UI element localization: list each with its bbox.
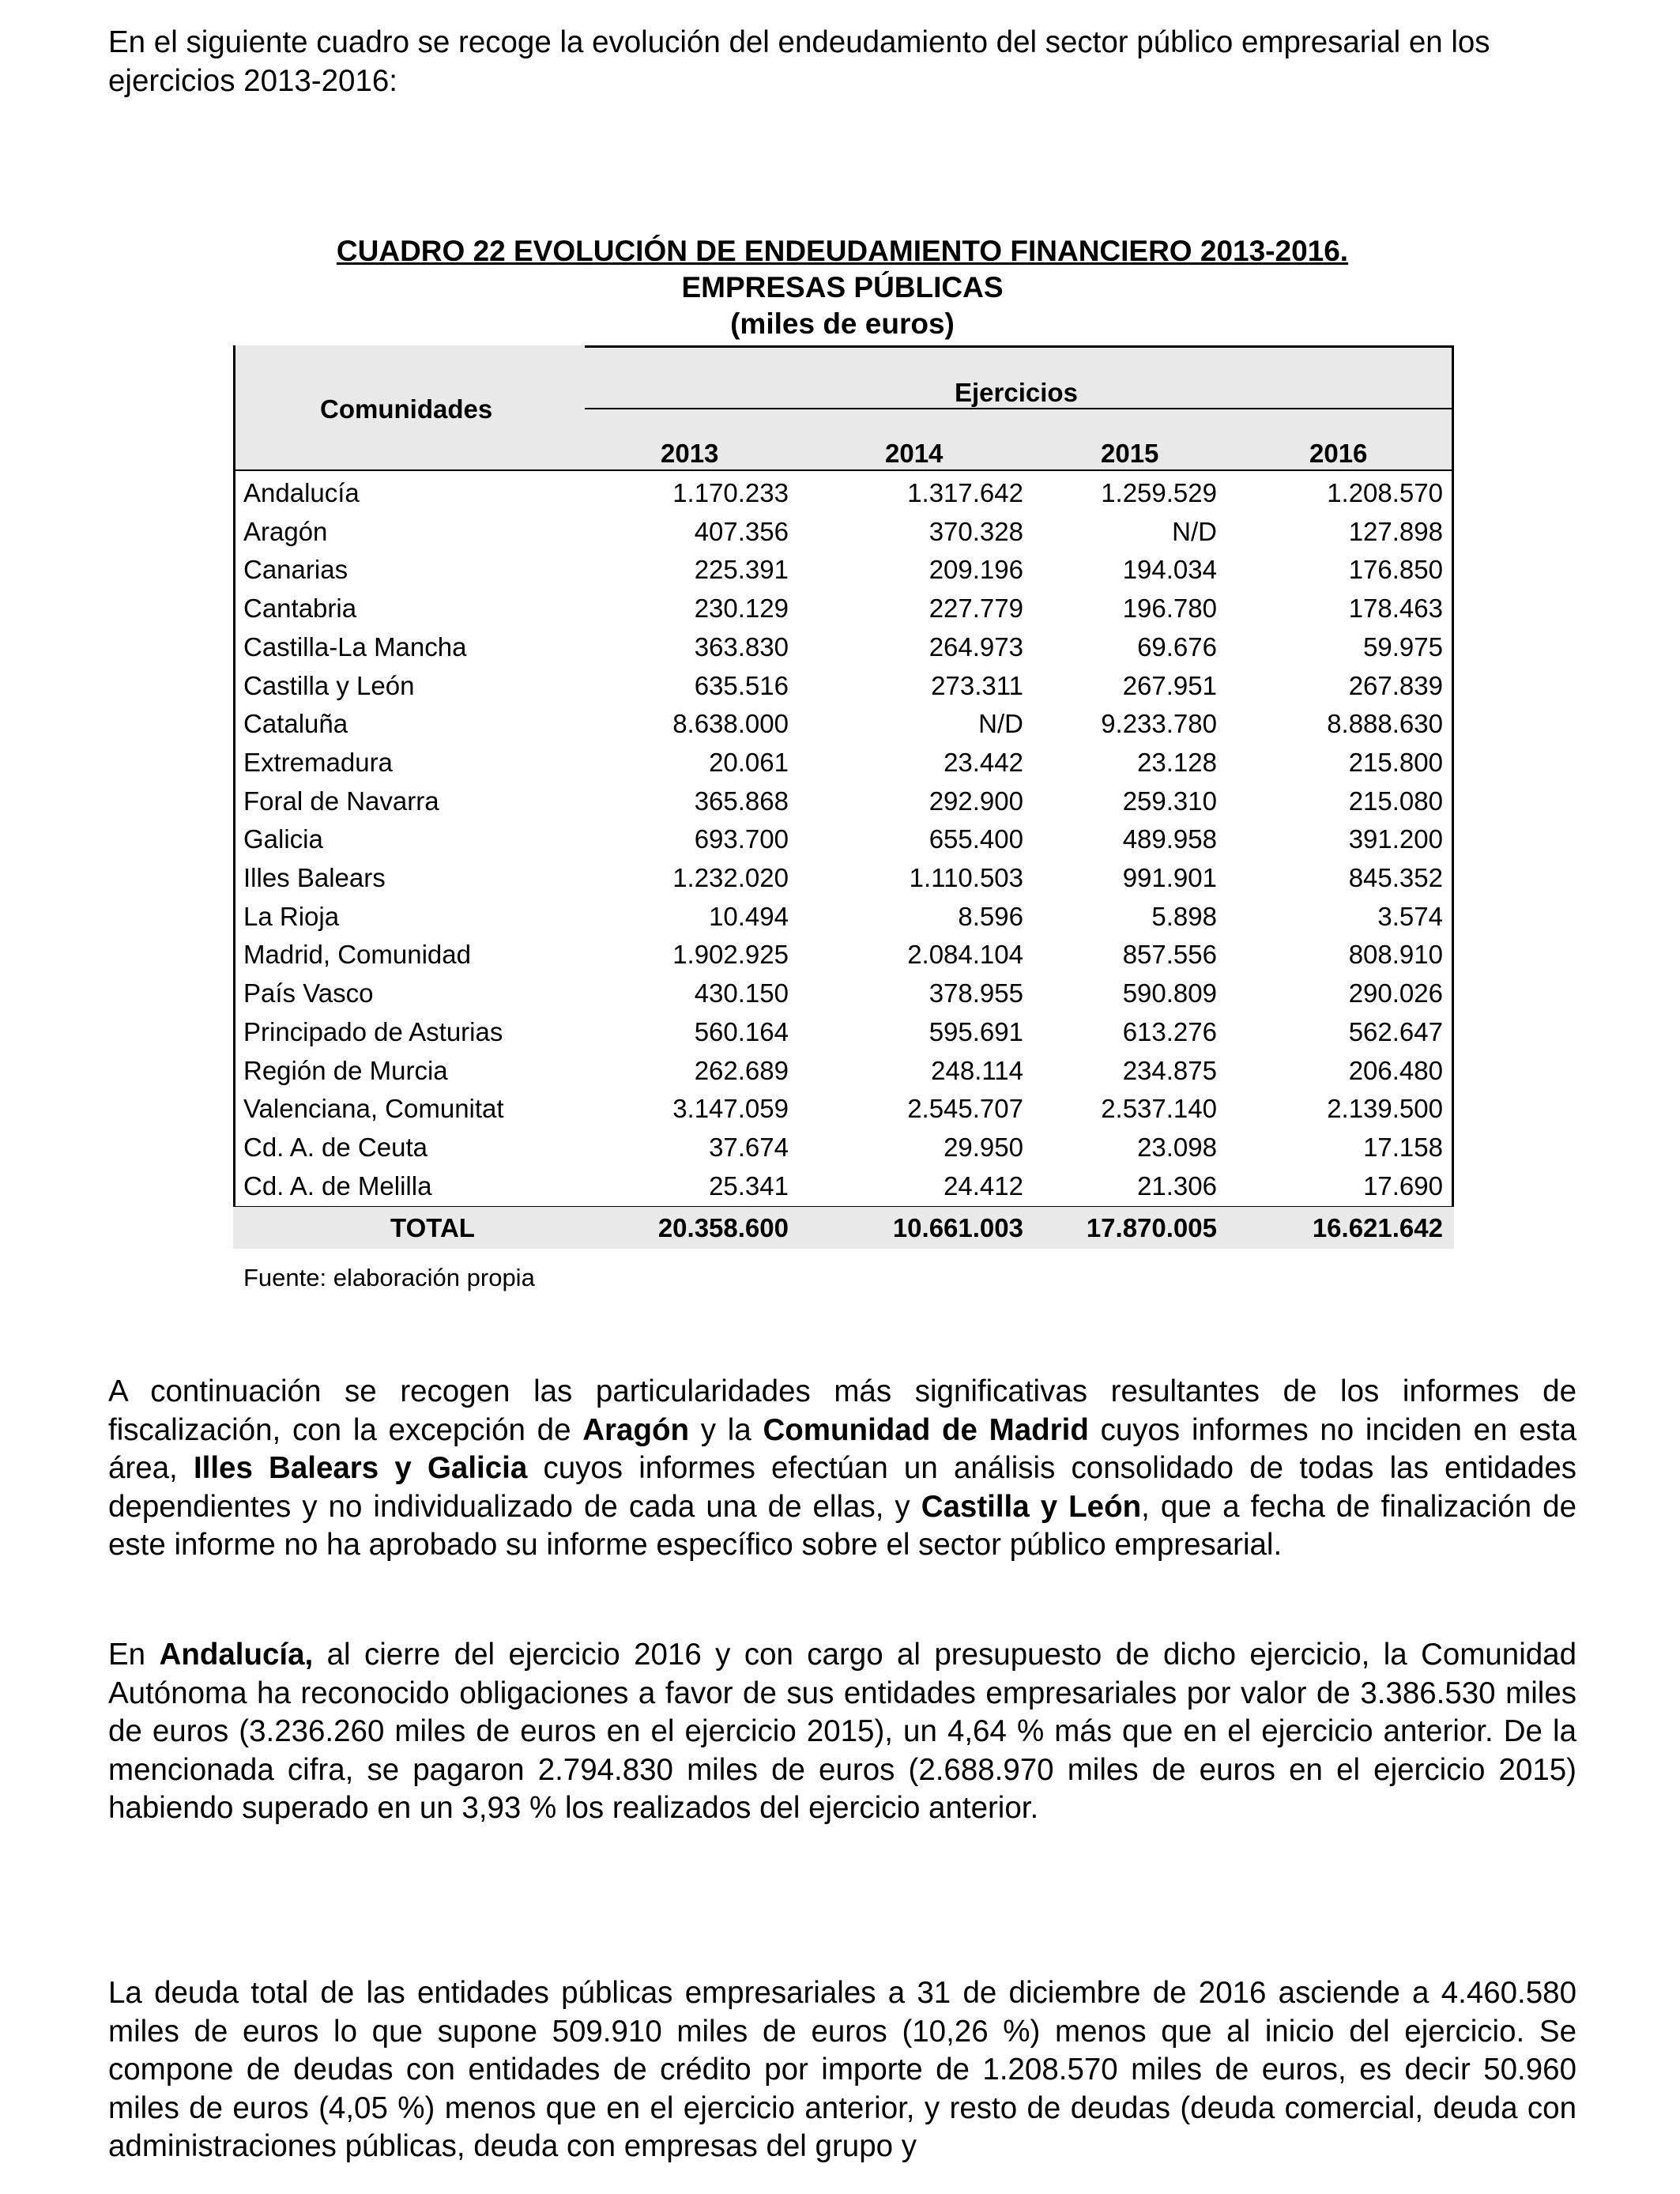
row-value-2015: 21.306 [1137, 1171, 1217, 1201]
row-value-2014: 292.900 [929, 786, 1023, 816]
header-year-2016: 2016 [1309, 439, 1368, 468]
header-year-2014: 2014 [885, 439, 944, 468]
header-year-2013: 2013 [661, 439, 719, 468]
row-region-name: Cantabria [243, 594, 357, 624]
table-title: CUADRO 22 EVOLUCIÓN DE ENDEUDAMIENTO FINANCIERO 2013-2016. [336, 235, 1349, 267]
table-subtitle: EMPRESAS PÚBLICAS [681, 271, 1004, 303]
row-value-2015: 613.276 [1122, 1016, 1217, 1046]
row-value-2016: 2.139.500 [1327, 1094, 1443, 1124]
row-value-2016: 8.888.630 [1327, 709, 1443, 739]
row-value-2016: 127.898 [1348, 516, 1443, 546]
row-value-2016: 3.574 [1377, 901, 1443, 931]
row-value-2013: 693.700 [694, 824, 789, 854]
row-value-2014: 2.084.104 [907, 940, 1023, 970]
row-region-name: País Vasco [243, 978, 374, 1008]
row-value-2016: 215.800 [1348, 747, 1443, 777]
row-value-2016: 17.690 [1363, 1171, 1443, 1201]
row-value-2014: 1.317.642 [907, 478, 1023, 507]
row-value-2014: 23.442 [944, 747, 1023, 777]
header-year-2015: 2015 [1101, 439, 1159, 468]
row-value-2016: 391.200 [1348, 824, 1443, 854]
row-value-2015: 23.128 [1137, 747, 1217, 777]
row-value-2013: 635.516 [694, 670, 789, 700]
table-row [233, 936, 1454, 974]
row-value-2014: 595.691 [929, 1016, 1023, 1046]
row-region-name: Castilla y León [243, 670, 415, 700]
table-row [233, 974, 1454, 1013]
total-2013: 20.358.600 [657, 1213, 789, 1242]
row-region-name: Andalucía [243, 478, 360, 507]
table-row [233, 820, 1454, 859]
table-row [233, 667, 1454, 706]
p2-text-5: , que a fecha de finalización de este informe no ha aprobado su informe específico sobre el sector público empresarial. [108, 1489, 1576, 1562]
table-row [233, 590, 1454, 628]
row-value-2013: 25.341 [709, 1171, 789, 1201]
row-value-2014: 1.110.503 [909, 863, 1023, 892]
debt-table [233, 345, 1454, 1249]
p2-bold-aragon: Aragón [582, 1412, 689, 1447]
row-value-2015: 23.098 [1137, 1132, 1217, 1162]
header-ejercicios: Ejercicios [955, 378, 1078, 407]
row-value-2013: 262.689 [694, 1055, 789, 1085]
row-value-2015: 259.310 [1122, 786, 1217, 816]
table-row [233, 1090, 1454, 1129]
table-row [233, 1167, 1454, 1206]
row-region-name: Principado de Asturias [243, 1016, 503, 1046]
p3-bold-andalucia: Andalucía, [159, 1638, 314, 1672]
table-row [233, 1052, 1454, 1091]
total-2016: 16.621.642 [1312, 1213, 1443, 1242]
row-value-2015: 194.034 [1122, 555, 1217, 585]
row-region-name: Castilla-La Mancha [243, 631, 467, 662]
row-value-2014: 209.196 [929, 555, 1023, 585]
table-row [233, 705, 1454, 744]
row-value-2014: 24.412 [944, 1171, 1023, 1201]
row-value-2014: 227.779 [929, 594, 1023, 624]
row-value-2013: 10.494 [709, 901, 789, 931]
row-value-2013: 1.170.233 [672, 478, 789, 507]
row-value-2014: N/D [978, 709, 1023, 739]
table-units: (miles de euros) [730, 307, 955, 340]
row-value-2014: 248.114 [931, 1055, 1023, 1085]
row-value-2016: 178.463 [1348, 594, 1443, 624]
table-row [233, 859, 1454, 898]
row-region-name: Región de Murcia [243, 1055, 448, 1085]
row-value-2013: 225.391 [694, 555, 789, 585]
row-value-2015: 489.958 [1122, 824, 1217, 854]
table-row [233, 513, 1454, 552]
row-value-2016: 176.850 [1348, 555, 1443, 585]
row-value-2016: 206.480 [1348, 1055, 1443, 1085]
p3-text-1: En [108, 1638, 160, 1672]
row-value-2015: 267.951 [1122, 670, 1217, 700]
row-region-name: Valenciana, Comunitat [243, 1094, 504, 1124]
row-value-2014: 655.400 [929, 824, 1023, 854]
p2-text-3: cuyos informes no inciden en esta área, [108, 1412, 1577, 1485]
row-value-2013: 560.164 [694, 1016, 789, 1046]
row-region-name: Extremadura [243, 747, 393, 777]
table-row [233, 744, 1454, 782]
row-value-2015: 2.537.140 [1101, 1094, 1217, 1124]
row-value-2016: 845.352 [1348, 863, 1443, 892]
row-region-name: Cd. A. de Ceuta [243, 1132, 428, 1162]
row-value-2016: 562.647 [1348, 1016, 1443, 1046]
row-value-2015: N/D [1172, 516, 1217, 546]
row-value-2016: 215.080 [1348, 786, 1443, 816]
row-value-2016: 290.026 [1348, 978, 1443, 1008]
table-row [233, 628, 1454, 667]
table-row [233, 551, 1454, 590]
row-region-name: Cd. A. de Melilla [243, 1171, 432, 1201]
row-value-2016: 1.208.570 [1327, 478, 1443, 507]
row-value-2014: 370.328 [929, 516, 1023, 546]
row-value-2014: 8.596 [958, 901, 1023, 931]
row-value-2013: 407.356 [694, 516, 789, 546]
row-region-name: Foral de Navarra [243, 786, 439, 816]
row-value-2015: 857.556 [1122, 940, 1217, 970]
total-label: TOTAL [390, 1213, 475, 1242]
p2-bold-madrid: Comunidad de Madrid [763, 1412, 1089, 1447]
row-value-2015: 234.875 [1122, 1055, 1217, 1085]
row-value-2014: 2.545.707 [907, 1094, 1023, 1124]
row-value-2014: 273.311 [931, 670, 1023, 700]
row-value-2013: 3.147.059 [672, 1094, 789, 1124]
row-value-2015: 590.809 [1122, 978, 1217, 1008]
row-value-2013: 230.129 [694, 594, 789, 624]
row-value-2013: 1.232.020 [672, 863, 789, 892]
intro-paragraph: En el siguiente cuadro se recoge la evolución del endeudamiento del sector público empresarial en los ejercicios 2013-2016: [108, 25, 1490, 98]
table-row [233, 898, 1454, 937]
row-value-2013: 363.830 [694, 631, 789, 662]
total-2014: 10.661.003 [892, 1213, 1023, 1242]
row-value-2014: 29.950 [944, 1132, 1023, 1162]
p2-bold-castilla-leon: Castilla y León [921, 1489, 1142, 1524]
p2-text-1: A continuación se recogen las particularidades más significativas resultantes de los informes de fiscalización, con la excepción de [108, 1374, 1576, 1447]
row-value-2014: 264.973 [929, 631, 1023, 662]
row-value-2016: 59.975 [1363, 631, 1443, 662]
row-value-2015: 5.898 [1151, 901, 1217, 931]
table-row [233, 782, 1454, 821]
row-value-2013: 20.061 [709, 747, 789, 777]
row-value-2015: 991.901 [1122, 863, 1217, 892]
table-row [233, 1129, 1454, 1167]
row-value-2013: 430.150 [694, 978, 789, 1008]
row-value-2015: 69.676 [1137, 631, 1217, 662]
row-value-2013: 365.868 [694, 786, 789, 816]
row-region-name: Illes Balears [243, 863, 386, 892]
row-value-2016: 808.910 [1348, 940, 1443, 970]
row-value-2015: 9.233.780 [1101, 709, 1217, 739]
table-source: Fuente: elaboración propia [243, 1264, 535, 1291]
table-row [233, 474, 1454, 513]
p2-bold-balears-galicia: Illes Balears y Galicia [193, 1451, 528, 1485]
p3-text-2: al cierre del ejercicio 2016 y con cargo al presupuesto de dicho ejercicio, la Comunidad Autónoma ha reconocido obligaciones a favor de sus entidades empresariales por valor de 3.386.530 miles de euros (3.236.260 miles de euros en el ejercicio 2015), un 4,64 % más que en el ejercicio anterior. De la mencionada cifra, se pagaron 2.794.830 miles de euros (2.688.970 miles de euros en el ejercicio 2015) habiendo superado en un 3,93 % los realizados del ejercicio anterior. [108, 1638, 1577, 1825]
table-row [233, 1013, 1454, 1052]
row-value-2015: 1.259.529 [1101, 478, 1217, 507]
total-row [233, 1207, 1454, 1249]
header-comunidades: Comunidades [320, 394, 493, 424]
row-value-2013: 37.674 [709, 1132, 789, 1162]
row-value-2013: 8.638.000 [672, 709, 789, 739]
paragraph-deuda-total: La deuda total de las entidades públicas empresariales a 31 de diciembre de 2016 asciende a 4.460.580 miles de euros lo que supone 509.910 miles de euros (10,26 %) menos que al inicio del ejercicio. Se compone de deudas con entidades de crédito por importe de 1.208.570 miles de euros, es decir 50.960 miles de euros (4,05 %) menos que en el ejercicio anterior, y resto de deudas (deuda comercial, deuda con administraciones públicas, deuda con empresas del grupo y [108, 1976, 1576, 2163]
row-region-name: La Rioja [243, 901, 340, 931]
row-value-2015: 196.780 [1122, 594, 1217, 624]
row-region-name: Aragón [243, 516, 328, 546]
row-region-name: Canarias [243, 555, 348, 585]
row-region-name: Galicia [243, 824, 323, 854]
paragraph-particularidades [108, 1373, 1576, 1565]
row-region-name: Cataluña [243, 709, 348, 739]
paragraph-andalucia [108, 1636, 1576, 1828]
row-value-2013: 1.902.925 [672, 940, 789, 970]
row-region-name: Madrid, Comunidad [243, 940, 471, 970]
p2-text-4: cuyos informes efectúan un análisis consolidado de todas las entidades dependientes y no individualizado de cada una de ellas, y [108, 1451, 1576, 1524]
row-value-2014: 378.955 [929, 978, 1023, 1008]
row-value-2016: 267.839 [1348, 670, 1443, 700]
p2-text-2: y la [689, 1412, 763, 1447]
row-value-2016: 17.158 [1363, 1132, 1443, 1162]
total-2015: 17.870.005 [1086, 1213, 1217, 1242]
